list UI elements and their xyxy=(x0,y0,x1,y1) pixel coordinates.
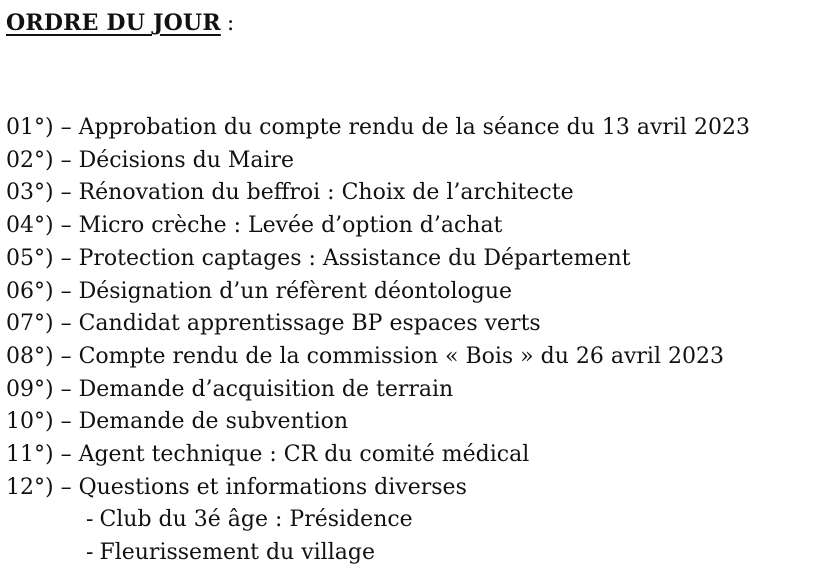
agenda-item xyxy=(6,341,750,374)
agenda-item xyxy=(6,177,750,210)
agenda-item-label: Questions et informations diverses xyxy=(78,474,467,500)
agenda-item-dash: – xyxy=(60,245,72,271)
agenda-item-label: Désignation d’un réfèrent déontologue xyxy=(78,278,513,304)
agenda-item-number: 01°) xyxy=(6,115,54,140)
subitem-label: Club du 3é âge : Présidence xyxy=(99,507,413,533)
agenda-subitems xyxy=(6,504,750,569)
subitem-bullet: - xyxy=(86,507,94,533)
agenda-item-label: Compte rendu de la commission « Bois » du 26 avril 2023 xyxy=(78,343,724,369)
agenda-heading xyxy=(6,10,234,36)
agenda-item-label: Décisions du Maire xyxy=(78,147,295,173)
agenda-item-dash: – xyxy=(60,442,72,468)
agenda-item-number: 07°) xyxy=(6,311,54,337)
agenda-item-dash: – xyxy=(60,278,72,304)
agenda-item-number: 06°) xyxy=(6,278,54,304)
agenda-item-label: Approbation du compte rendu de la séance du 13 avril 2023 xyxy=(78,115,750,140)
agenda-title: ORDRE DU JOUR xyxy=(6,10,221,36)
agenda-item xyxy=(6,406,750,439)
agenda-list xyxy=(6,112,750,570)
agenda-item-label: Micro crèche : Levée d’option d’achat xyxy=(78,213,503,239)
agenda-subitem xyxy=(86,504,750,537)
agenda-item-number: 12°) xyxy=(6,474,54,500)
agenda-item-number: 05°) xyxy=(6,245,54,271)
agenda-item-dash: – xyxy=(60,180,72,206)
agenda-item xyxy=(6,472,750,570)
agenda-item-dash: – xyxy=(60,311,72,337)
agenda-subitem xyxy=(86,537,750,570)
agenda-item xyxy=(6,439,750,472)
agenda-item-label: Demande de subvention xyxy=(78,409,349,435)
agenda-item xyxy=(6,112,750,145)
agenda-item-dash: – xyxy=(60,343,72,369)
agenda-title-colon: : xyxy=(226,11,235,36)
agenda-item-label: Rénovation du beffroi : Choix de l’architecte xyxy=(78,180,574,206)
agenda-item-label: Demande d’acquisition de terrain xyxy=(78,376,454,402)
agenda-item-number: 03°) xyxy=(6,180,54,206)
subitem-label: Fleurissement du village xyxy=(99,540,375,566)
agenda-item-label: Protection captages : Assistance du Département xyxy=(78,245,631,271)
agenda-item xyxy=(6,374,750,407)
agenda-item xyxy=(6,210,750,243)
agenda-item-number: 09°) xyxy=(6,376,54,402)
subitem-bullet: - xyxy=(86,540,94,566)
agenda-item-dash: – xyxy=(60,474,72,500)
agenda-item-dash: – xyxy=(60,213,72,239)
agenda-item xyxy=(6,308,750,341)
agenda-item-dash: – xyxy=(60,376,72,402)
agenda-item-dash: – xyxy=(60,147,72,173)
agenda-item xyxy=(6,243,750,276)
agenda-item-number: 11°) xyxy=(6,442,54,468)
agenda-item-number: 10°) xyxy=(6,409,54,435)
agenda-item-dash: – xyxy=(60,115,72,140)
agenda-item-number: 02°) xyxy=(6,147,54,173)
agenda-item xyxy=(6,145,750,178)
agenda-item-number: 08°) xyxy=(6,343,54,369)
agenda-item xyxy=(6,276,750,309)
agenda-item-label: Candidat apprentissage BP espaces verts xyxy=(78,311,541,337)
agenda-item-label: Agent technique : CR du comité médical xyxy=(78,442,530,468)
agenda-item-number: 04°) xyxy=(6,213,54,239)
agenda-item-dash: – xyxy=(60,409,72,435)
